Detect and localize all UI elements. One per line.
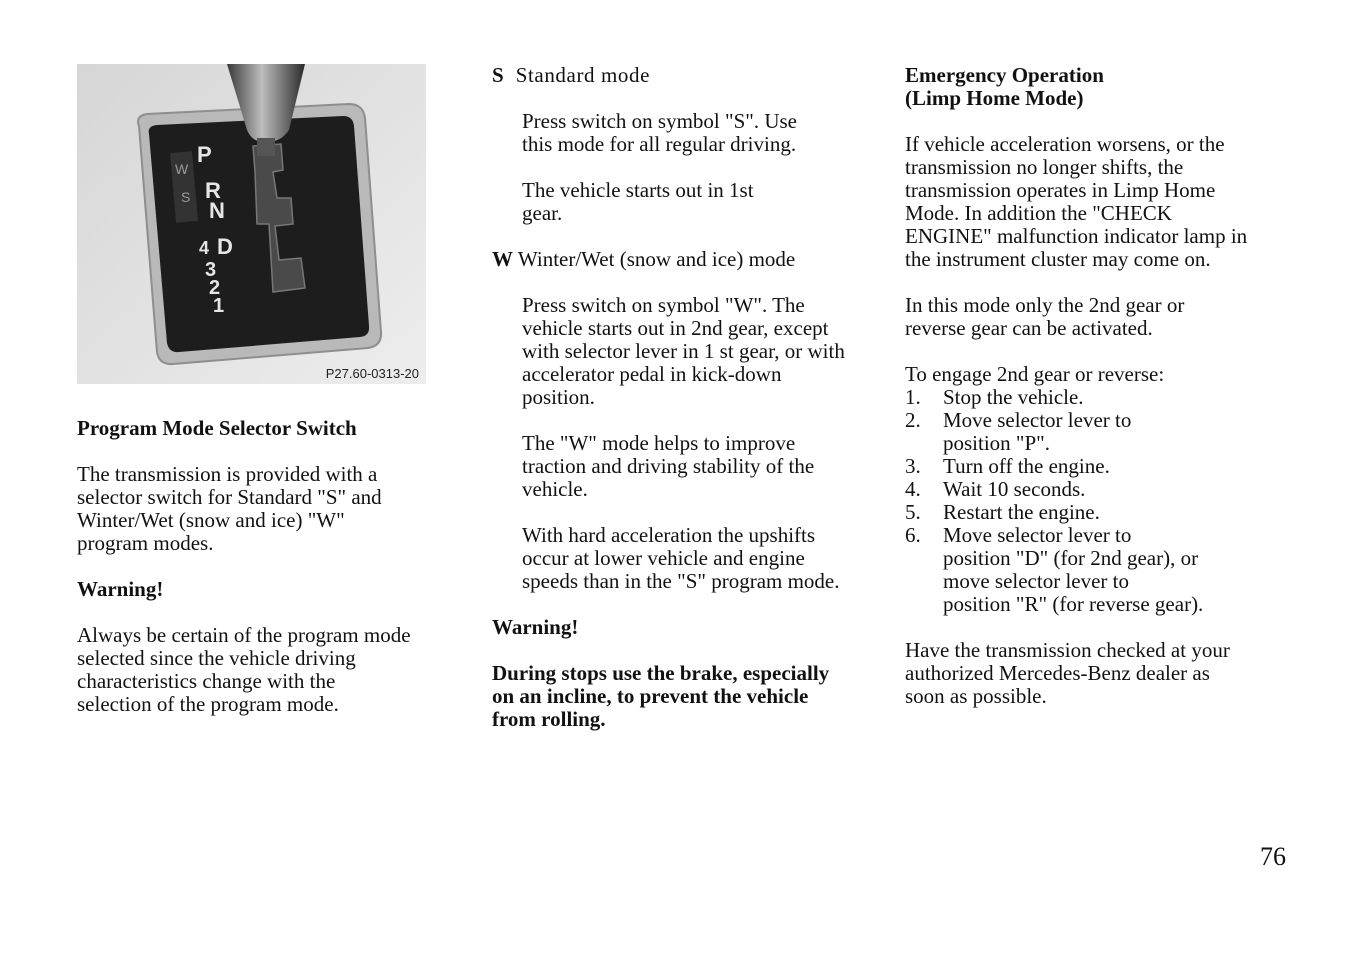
section-heading: Program Mode Selector Switch [77, 416, 357, 440]
page-number: 76 [1260, 842, 1286, 871]
emergency-heading: Emergency Operation (Limp Home Mode) [905, 63, 1104, 110]
gear-number-3: 3 [205, 259, 217, 281]
limp-home-paragraph: If vehicle acceleration worsens, or the transmission no longer shifts, the transmission operates in Limp Home Mode. In addition the "CHECK ENGINE" malfunction indicator lamp in the instrument cluster may come on. [905, 132, 1248, 271]
gear-selector-photo [77, 64, 426, 384]
winter-mode-traction-paragraph: The "W" mode helps to improve traction and driving stability of the vehicle. [522, 431, 815, 501]
warning-heading: Warning! [492, 615, 579, 639]
gear-number-1: 1 [213, 295, 225, 317]
winter-mode-heading [492, 248, 872, 271]
warning-heading: Warning! [77, 577, 164, 601]
gear-letter-n: N [209, 198, 225, 223]
column-left-text [77, 417, 447, 716]
engage-instruction: To engage 2nd gear or reverse: [905, 362, 1165, 386]
list-item: 2. Move selector lever to position "P". [905, 408, 1132, 455]
list-item: 4. Wait 10 seconds. [905, 477, 1086, 501]
mode-letter-s: S [181, 189, 191, 205]
gear-number-4: 4 [199, 238, 210, 258]
list-item: 5. Restart the engine. [905, 500, 1100, 524]
gear-letter-r: R [205, 178, 221, 203]
standard-mode-heading [492, 64, 872, 87]
mode-letter-s: S [492, 63, 504, 87]
gear-selector-illustration [77, 64, 426, 384]
gear-number-2: 2 [209, 277, 221, 299]
engage-steps-list [905, 386, 1275, 616]
standard-mode-start-paragraph: The vehicle starts out in 1st gear. [522, 178, 754, 225]
list-item: 1. Stop the vehicle. [905, 385, 1084, 409]
column-middle [492, 62, 872, 731]
winter-mode-paragraph: Press switch on symbol "W". The vehicle starts out in 2nd gear, except with selector lever in 1 st gear, or with accelerator pedal in kick-down position. [522, 293, 845, 409]
warning-paragraph: During stops use the brake, especially on an incline, to prevent the vehicle from rolling. [492, 661, 830, 731]
gear-letter-d: D [217, 234, 233, 259]
gear-letter-p: P [197, 142, 212, 167]
standard-mode-paragraph: Press switch on symbol "S". Use this mode for all regular driving. [522, 109, 797, 156]
list-item: 6. Move selector lever to position "D" (for 2nd gear), or move selector lever to position "R" (for reverse gear). [905, 523, 1204, 616]
column-right [905, 62, 1275, 708]
standard-mode-label: Standard mode [515, 63, 651, 87]
warning-paragraph: Always be certain of the program mode selected since the vehicle driving characteristics change with the selection of the program mode. [77, 623, 411, 716]
list-item: 3. Turn off the engine. [905, 454, 1110, 478]
intro-paragraph: The transmission is provided with a selector switch for Standard "S" and Winter/Wet (snow and ice) "W" program modes. [77, 462, 382, 555]
mode-letter-w: W [492, 247, 513, 271]
figure-code: P27.60-0313-20 [325, 366, 419, 381]
gear-availability-paragraph: In this mode only the 2nd gear or reverse gear can be activated. [905, 293, 1185, 340]
winter-mode-label: Winter/Wet (snow and ice) mode [517, 247, 796, 271]
dealer-check-paragraph: Have the transmission checked at your authorized Mercedes-Benz dealer as soon as possible. [905, 638, 1230, 708]
mode-letter-w: W [175, 161, 189, 177]
winter-mode-upshift-paragraph: With hard acceleration the upshifts occur at lower vehicle and engine speeds than in the "S" program mode. [522, 523, 840, 593]
